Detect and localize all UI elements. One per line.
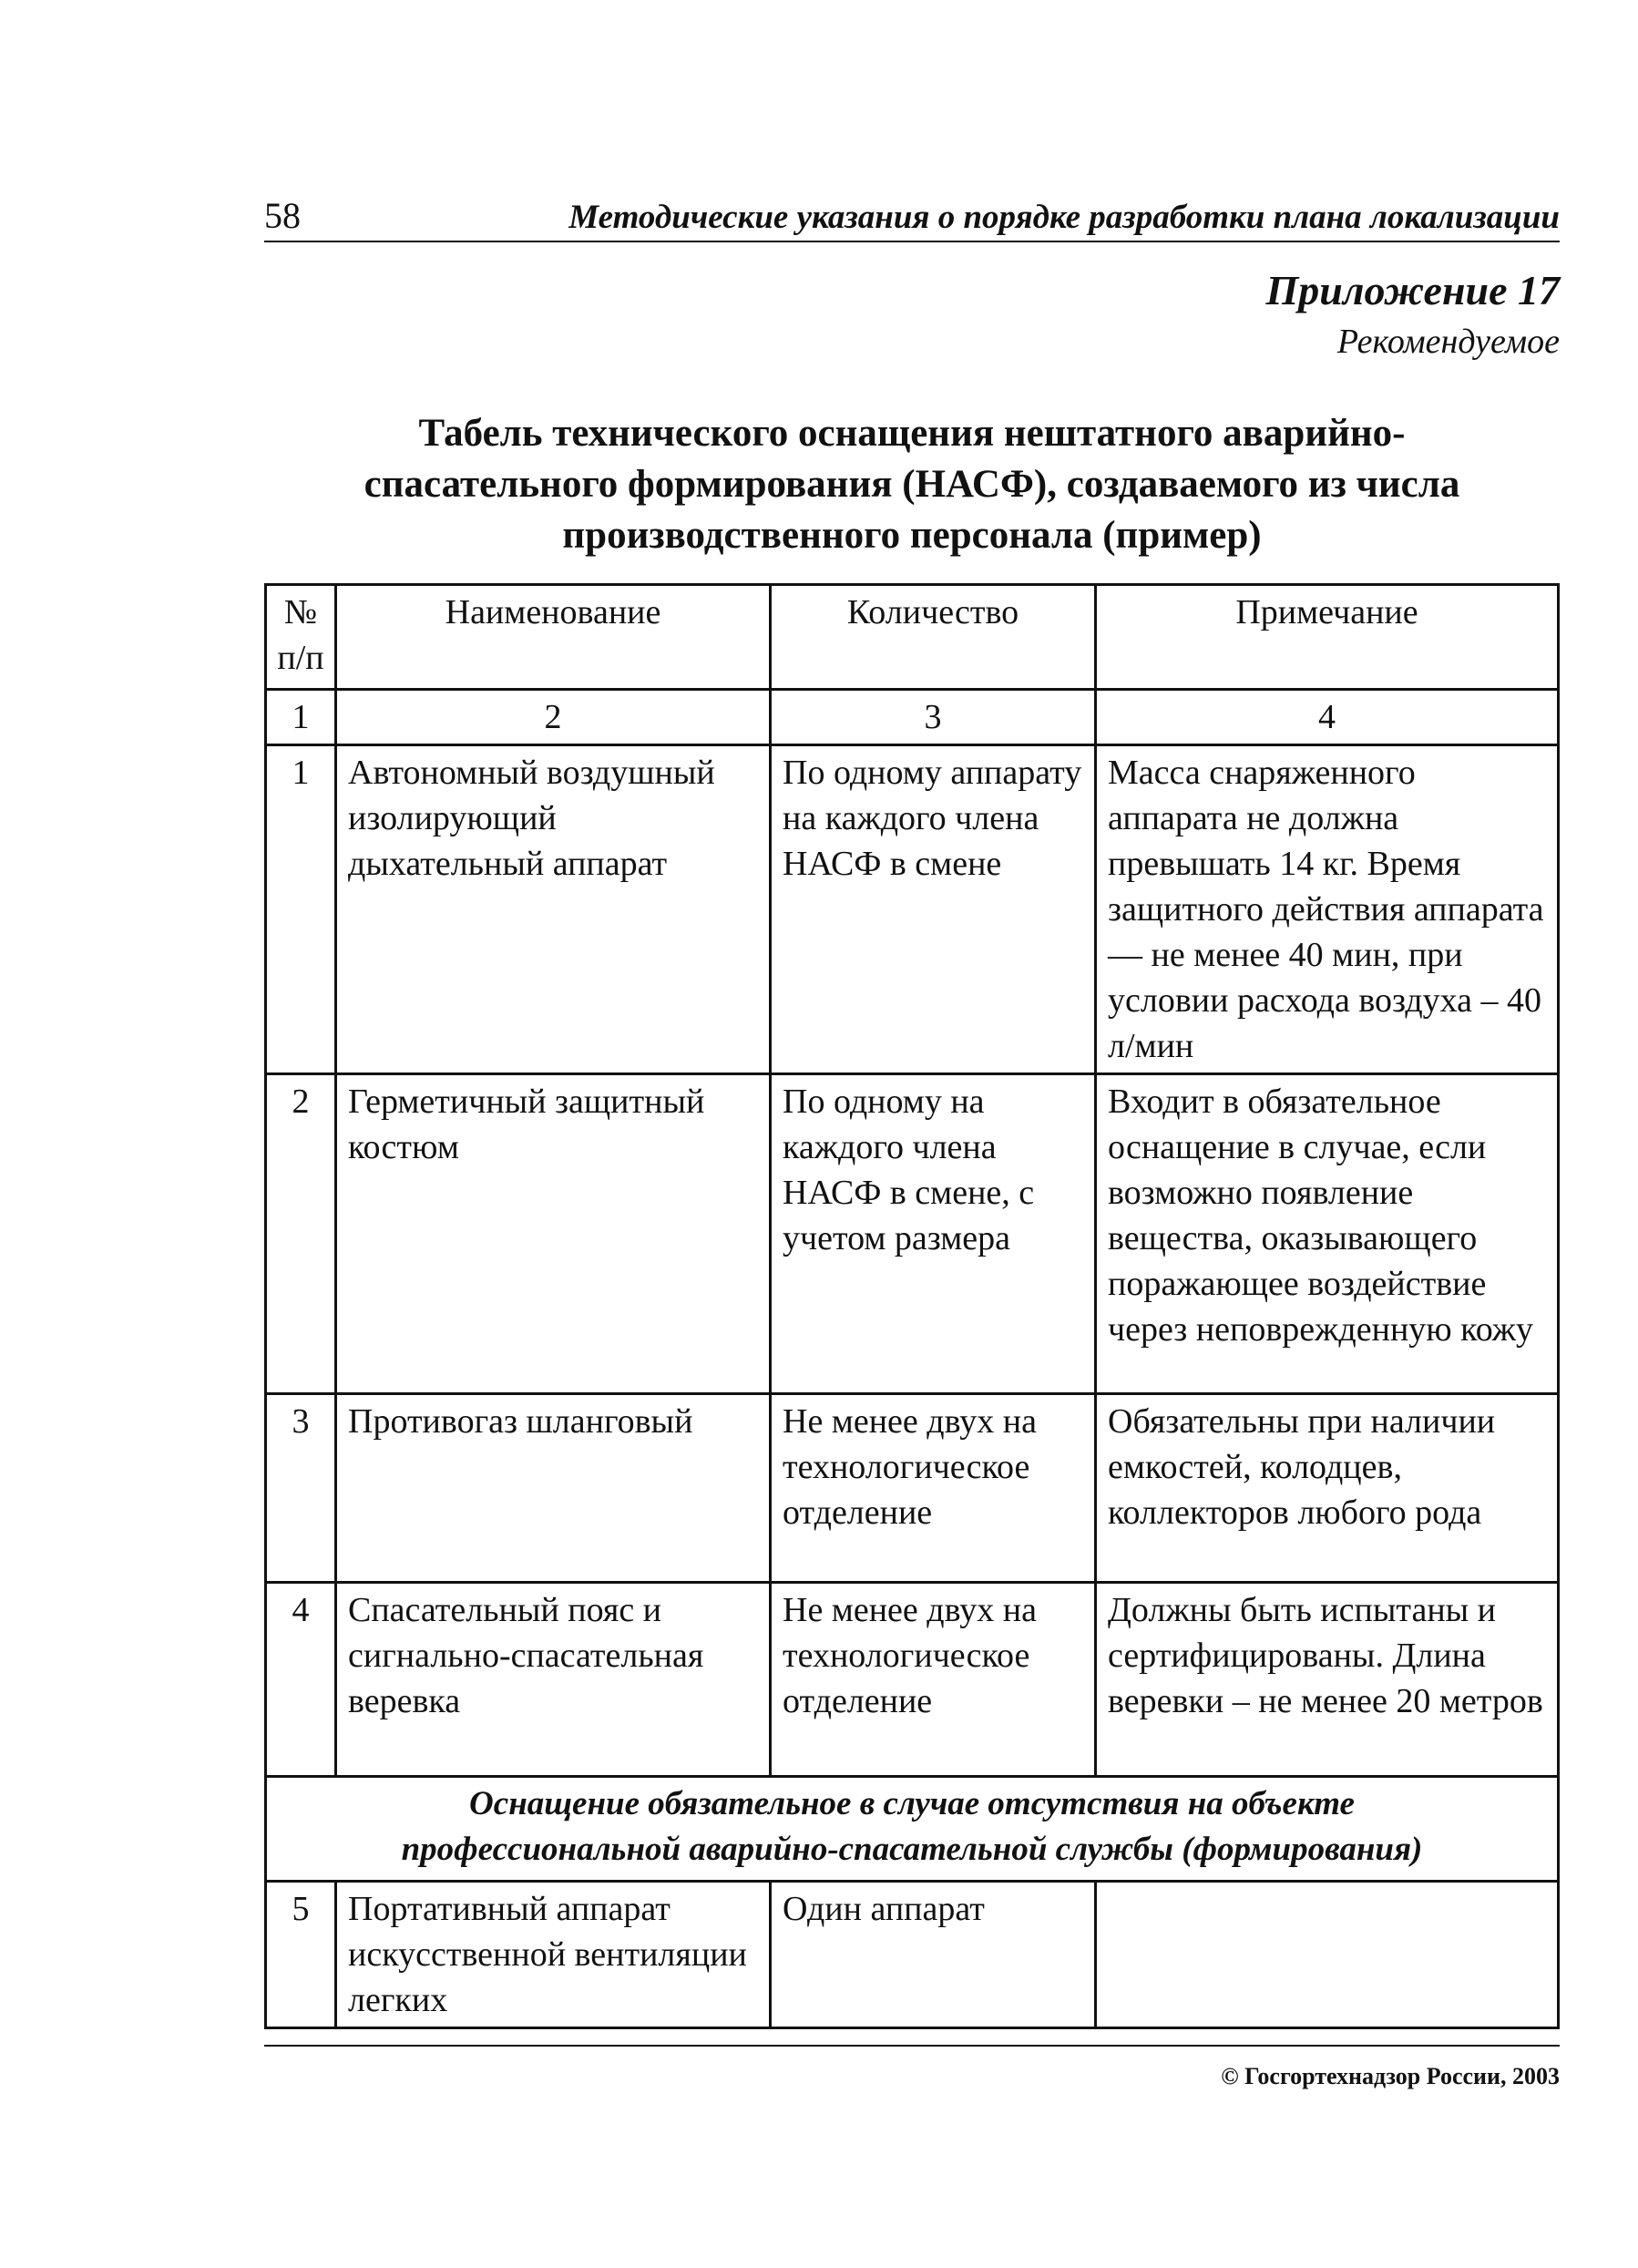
column-number-row — [266, 690, 1559, 745]
row-name: Противогаз шланговый — [336, 1394, 771, 1583]
section-row — [266, 1777, 1559, 1882]
row-quantity: По одному аппарату на каждого члена НАСФ в смене — [771, 745, 1096, 1074]
page-header — [264, 193, 1560, 242]
document-title — [264, 408, 1560, 561]
section-heading-line: профессиональной аварийно-спасательной службы (формирования) — [401, 1831, 1423, 1868]
row-number: 2 — [266, 1074, 336, 1394]
table-row — [266, 745, 1559, 1074]
table-row — [266, 1394, 1559, 1583]
row-note: Входит в обязательное оснащение в случае, если возможно появление вещества, оказывающего поражающее воздействие через неповрежденную кожу — [1096, 1074, 1559, 1394]
section-heading — [266, 1777, 1559, 1882]
column-number: 4 — [1096, 690, 1559, 745]
appendix-label — [1266, 264, 1560, 366]
section-heading-line: Оснащение обязательное в случае отсутствия на объекте — [469, 1785, 1355, 1822]
row-name: Спасательный пояс и сигнально-спасательная веревка — [336, 1583, 771, 1777]
header-cell-quantity: Количество — [771, 585, 1096, 690]
row-number: 5 — [266, 1882, 336, 2028]
row-number: 4 — [266, 1583, 336, 1777]
table-row — [266, 1074, 1559, 1394]
row-note: Должны быть испытаны и сертифицированы. Длина веревки – не менее 20 метров — [1096, 1583, 1559, 1777]
header-cell-name: Наименование — [336, 585, 771, 690]
document-title-line: спасательного формирования (НАСФ), создаваемого из числа — [363, 463, 1460, 506]
column-number: 3 — [771, 690, 1096, 745]
appendix-subtitle: Рекомендуемое — [1336, 323, 1560, 361]
column-number: 1 — [266, 690, 336, 745]
row-note: Обязательны при наличии емкостей, колодцев, коллекторов любого рода — [1096, 1394, 1559, 1583]
column-number: 2 — [336, 690, 771, 745]
appendix-title: Приложение 17 — [1265, 267, 1560, 313]
table-row — [266, 1882, 1559, 2028]
row-number: 1 — [266, 745, 336, 1074]
row-note — [1096, 1882, 1559, 2028]
row-note: Масса снаряженного аппарата не должна превышать 14 кг. Время защитного действия аппарата — не менее 40 мин, при условии расхода воздуха – 40 л/мин — [1096, 745, 1559, 1074]
running-title: Методические указания о порядке разработки плана локализации — [568, 199, 1560, 236]
row-name: Герметичный защитный костюм — [336, 1074, 771, 1394]
copyright: © Госгортехнадзор России, 2003 — [1221, 2063, 1560, 2089]
row-quantity: Один аппарат — [771, 1882, 1096, 2028]
header-cell-note: Примечание — [1096, 585, 1559, 690]
row-quantity: Не менее двух на технологическое отделение — [771, 1394, 1096, 1583]
row-quantity: Не менее двух на технологическое отделение — [771, 1583, 1096, 1777]
equipment-table — [264, 583, 1560, 2029]
table-row — [266, 1583, 1559, 1777]
document-title-line: Табель технического оснащения нештатного аварийно- — [418, 412, 1406, 455]
row-name: Автономный воздушный изолирующий дыхательный аппарат — [336, 745, 771, 1074]
header-cell-num: № п/п — [266, 585, 336, 690]
row-quantity: По одному на каждого члена НАСФ в смене, с учетом размера — [771, 1074, 1096, 1394]
table-header-row — [266, 585, 1559, 690]
row-number: 3 — [266, 1394, 336, 1583]
row-name: Портативный аппарат искусственной вентиляции легких — [336, 1882, 771, 2028]
footer-divider — [264, 2045, 1560, 2047]
page-number: 58 — [264, 195, 301, 236]
document-title-line: производственного персонала (пример) — [562, 514, 1262, 557]
